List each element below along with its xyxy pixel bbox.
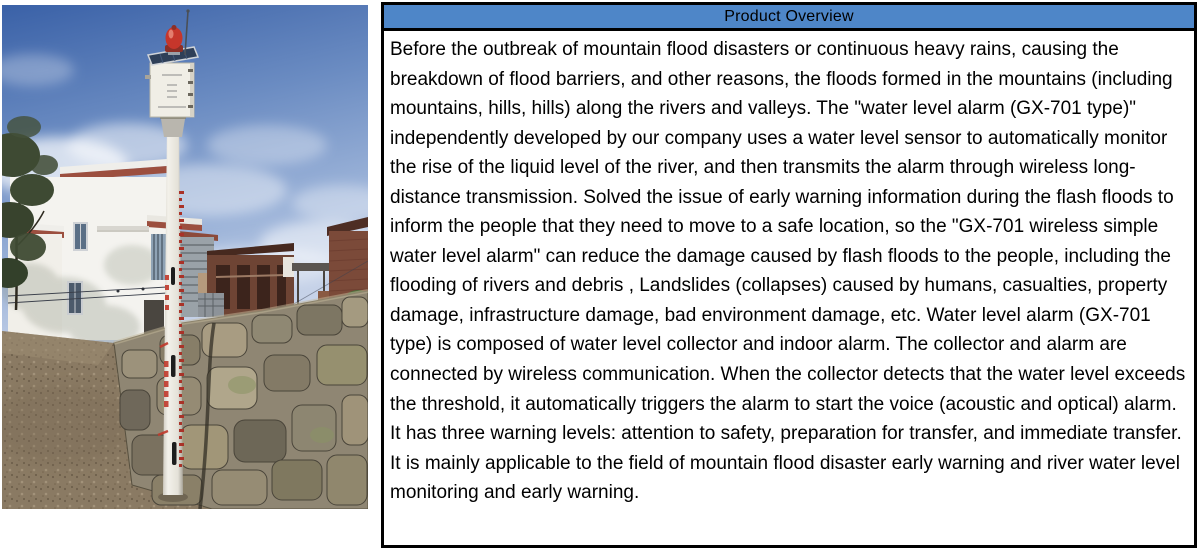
product-overview-panel <box>381 2 1197 548</box>
panel-title: Product Overview <box>724 7 854 25</box>
panel-header <box>384 5 1194 31</box>
alarm-box <box>145 63 194 117</box>
photo-scene <box>2 5 368 509</box>
overview-text: Before the outbreak of mountain flood disasters or continuous heavy rains, causing the breakdown of flood barriers, and other reasons, the floods formed in the mountains (including mountains, hills, hills) along the rivers and valleys. The "water level alarm (GX-701 type)" independently developed by our company uses a water level sensor to automatically monitor the rise of the liquid level of the river, and then transmits the alarm through wireless long-distance transmission. Solved the issue of early warning information during the flash floods to inform the people that they need to move to a safe location, so the "GX-701 wireless simple water level alarm" can reduce the damage caused by flash floods to the people, including the flooding of rivers and debris , Landslides (collapses) caused by humans, casualties, property damage, infrastructure damage, bad environment damage, etc. Water level alarm (GX-701 type) is composed of water level collector and indoor alarm. The collector and alarm are connected by wireless communication. When the collector detects that the water level exceeds the threshold, it automatically triggers the alarm to start the voice (acoustic and optical) alarm. It has three warning levels: attention to safety, preparation for transfer, and immediate transfer. It is mainly applicable to the field of mountain flood disaster early warning and river water level monitoring and early warning. <box>390 39 1186 504</box>
metal-cage <box>198 293 224 317</box>
water-gauge-icon <box>179 191 185 467</box>
product-photo <box>2 5 368 509</box>
panel-body <box>384 31 1194 508</box>
